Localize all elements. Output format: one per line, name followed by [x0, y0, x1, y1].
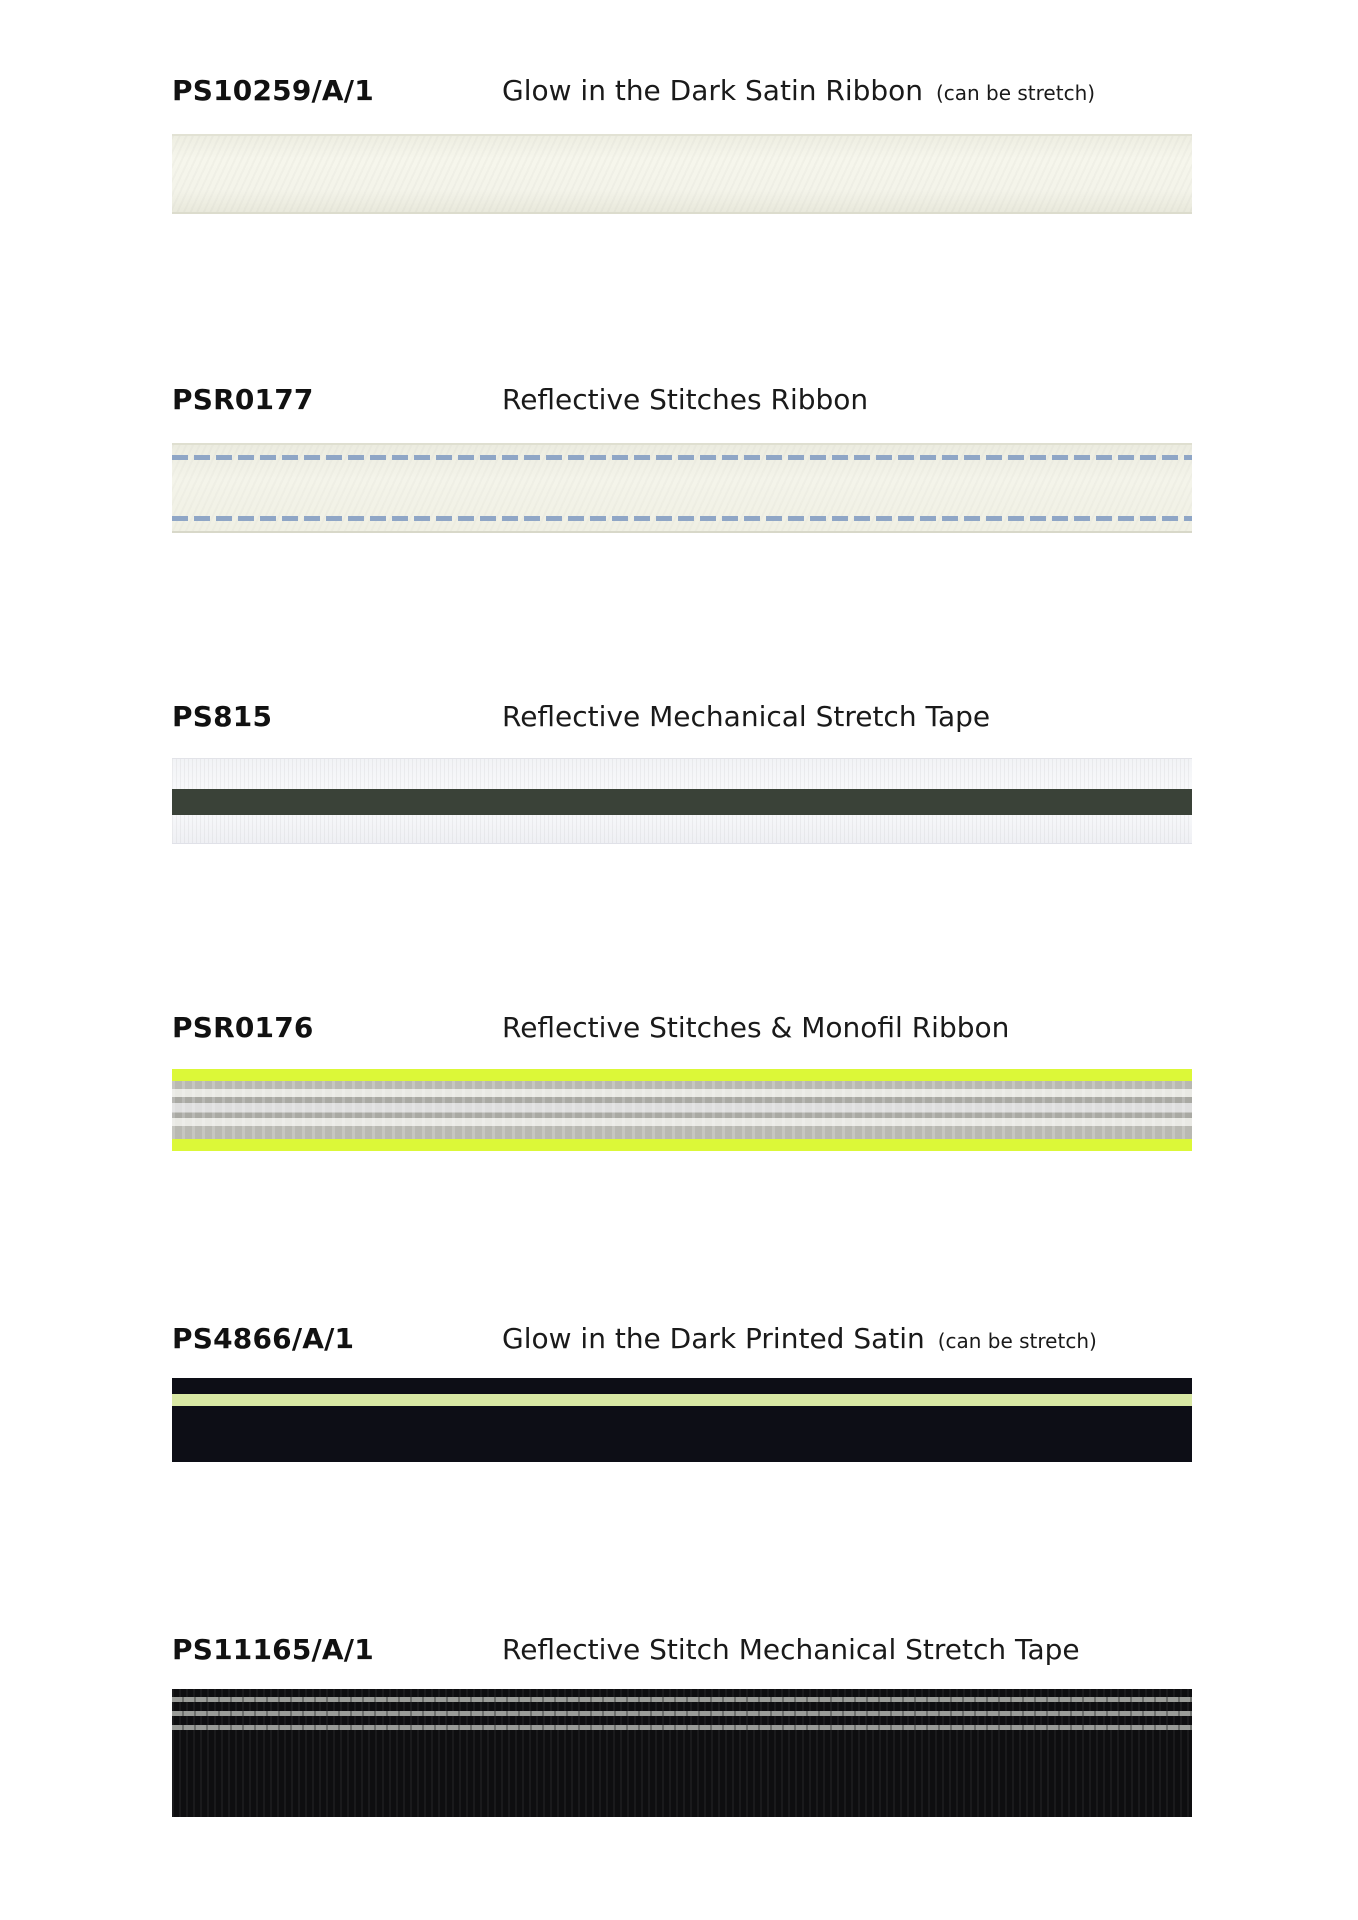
- ribbon-image-reflective-stitch-stretch: [172, 1689, 1192, 1817]
- reflective-stitch-line: [172, 516, 1192, 521]
- product-code: PSR0176: [172, 1011, 314, 1044]
- product-title: Reflective Stitch Mechanical Stretch Tape: [502, 1633, 1080, 1666]
- product-title: Reflective Stitches & Monofil Ribbon: [502, 1011, 1010, 1044]
- ribbon-image-mechanical-stretch: [172, 758, 1192, 844]
- product-title-text: Glow in the Dark Satin Ribbon: [502, 74, 924, 107]
- product-title: Reflective Mechanical Stretch Tape: [502, 700, 991, 733]
- glow-stripe: [172, 1394, 1192, 1406]
- product-title-text: Glow in the Dark Printed Satin: [502, 1322, 925, 1355]
- ribbon-image-stitches-monofil: [172, 1069, 1192, 1151]
- ribbon-image-glow-printed-satin: [172, 1378, 1192, 1462]
- product-code: PS10259/A/1: [172, 74, 374, 107]
- product-code: PS4866/A/1: [172, 1322, 355, 1355]
- product-code: PS815: [172, 700, 273, 733]
- product-code: PS11165/A/1: [172, 1633, 374, 1666]
- product-code: PSR0177: [172, 383, 314, 416]
- ribbon-image-reflective-stitches: [172, 443, 1192, 533]
- product-title: [502, 1322, 1097, 1358]
- reflective-stitch-line: [172, 1725, 1192, 1730]
- product-title: Reflective Stitches Ribbon: [502, 383, 869, 416]
- product-title: [502, 74, 1095, 110]
- ribbon-image-glow-satin: [172, 134, 1192, 214]
- reflective-stitch-line: [172, 1711, 1192, 1716]
- reflective-monofil-stripes: [172, 1081, 1192, 1139]
- reflective-stitch-line: [172, 1697, 1192, 1702]
- product-note: (can be stretch): [937, 1329, 1097, 1353]
- reflective-stitch-line: [172, 455, 1192, 460]
- product-note: (can be stretch): [935, 81, 1096, 105]
- reflective-band: [172, 789, 1192, 815]
